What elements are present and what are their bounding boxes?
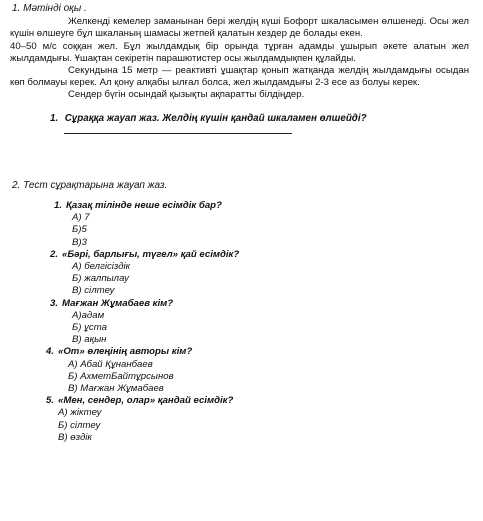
question-number: 4.: [46, 346, 55, 358]
question-number: 2.: [50, 248, 59, 260]
option-a[interactable]: А) Абай Құнанбаев: [68, 358, 153, 370]
option-c[interactable]: В)3: [72, 236, 87, 248]
question-number: 3.: [50, 297, 59, 309]
section2-title: 2. Тест сұрақтарына жауап жаз.: [12, 179, 168, 191]
open-question: [50, 113, 469, 125]
option-c[interactable]: В) өздік: [58, 431, 92, 443]
option-c[interactable]: В) ақын: [72, 334, 107, 346]
option-b[interactable]: Б) сілтеу: [58, 419, 101, 431]
test-section: [10, 180, 469, 444]
open-question-number: 1.: [50, 112, 59, 124]
option-b[interactable]: Б) жалпылау: [72, 273, 129, 285]
question-text: Мағжан Жұмабаев кім?: [62, 297, 174, 309]
question-text: Қазақ тілінде неше есімдік бар?: [66, 200, 222, 212]
option-b[interactable]: Б) ұста: [72, 322, 107, 334]
option-a[interactable]: А) 7: [72, 212, 90, 224]
paragraph-2: 40–50 м/с соққан жел. Бұл жылдамдық бір орында тұрған адамды ұшырып әкете алатын жел жылдамдығы. Ұшақтан секіретін парашютистер осы жылдамдықпен құлайды.: [10, 40, 469, 64]
test-question-1: [10, 200, 469, 249]
option-b[interactable]: Б)5: [72, 224, 87, 236]
open-question-text: Сұраққа жауап жаз. Желдің күшін қандай шкаламен өлшейді?: [64, 112, 367, 124]
test-question-5: [10, 395, 469, 444]
option-b[interactable]: Б) АхметБайтұрсынов: [68, 370, 174, 382]
reading-section: [10, 3, 469, 134]
question-number: 1.: [54, 200, 63, 212]
question-number: 5.: [46, 395, 55, 407]
option-a[interactable]: А) жіктеу: [58, 407, 102, 419]
option-c[interactable]: В) сілтеу: [72, 285, 115, 297]
section1-title: 1. Мәтінді оқы .: [12, 3, 87, 14]
test-questions: [10, 200, 469, 444]
option-c[interactable]: В) Мағжан Жұмабаев: [68, 383, 164, 395]
question-text: «Бәрі, барлығы, түгел» қай есімдік?: [62, 248, 240, 260]
test-question-4: [10, 346, 469, 395]
test-question-2: [10, 249, 469, 298]
test-question-3: [10, 298, 469, 347]
question-text: «Мен, сендер, олар» қандай есімдік?: [58, 395, 234, 407]
option-a[interactable]: А) белгісіздік: [72, 261, 131, 273]
question-text: «От» өлеңінің авторы кім?: [58, 346, 193, 358]
paragraph-1: Желкенді кемелер заманынан бері желдің күші Бофорт шкаласымен өлшенеді. Осы жел күшін өлшеуге бұл шкаланың шамасы жетпей қалатын кездер де болады екен.: [10, 16, 469, 40]
answer-line[interactable]: [64, 130, 292, 134]
paragraph-4: Сендер бүгін осындай қызықты ақпаратты білдіңдер.: [68, 89, 305, 101]
option-a[interactable]: А)адам: [72, 309, 105, 321]
paragraph-3: Секундына 15 метр — реактивті ұшақтар қонып жатқанда желдің жылдамдығы осыдан көп болмауы керек. Ал қону алқабы ылғал болса, жел жылдамдығы 2-3 есе аз болуы керек.: [10, 65, 469, 89]
